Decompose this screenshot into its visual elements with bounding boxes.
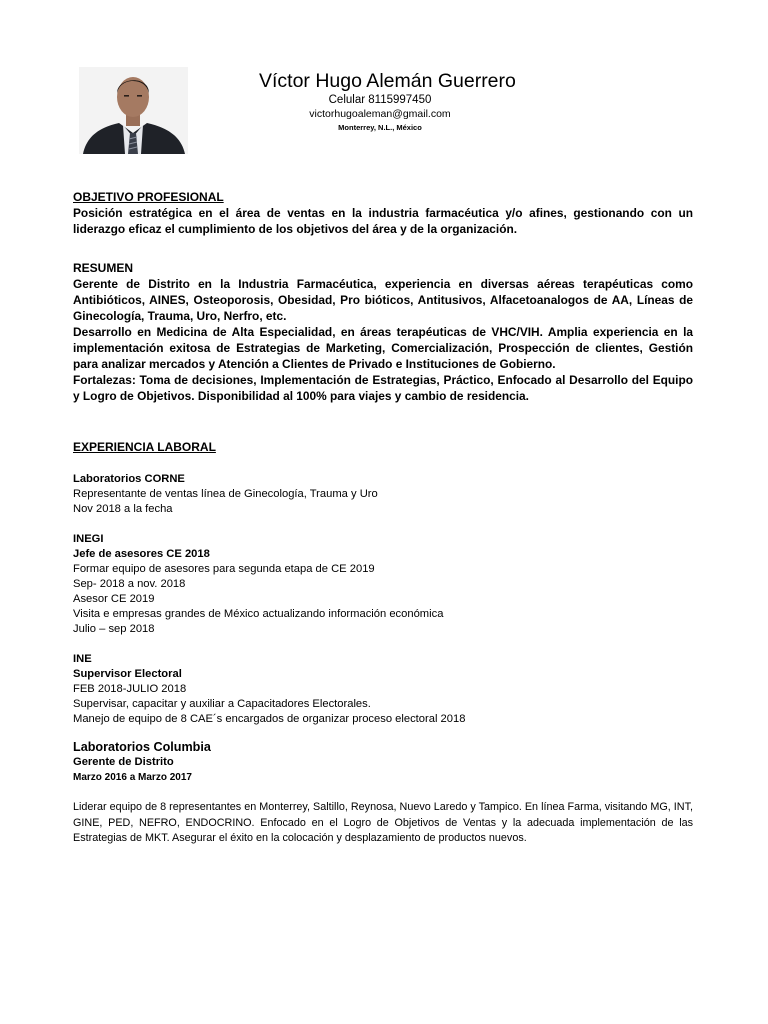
experiencia-heading: EXPERIENCIA LABORAL [73,440,216,454]
phone-text: Celular 8115997450 [328,94,432,106]
job-description: Supervisar, capacitar y auxiliar a Capacitadores Electorales. [73,698,371,710]
job-dates: Marzo 2016 a Marzo 2017 [73,772,192,783]
job-inegi [73,532,693,637]
job-ine [73,652,693,727]
job-corne [73,472,693,517]
job-role: Asesor CE 2019 [73,593,155,605]
resumen-heading: RESUMEN [73,261,134,275]
resumen-section [73,261,693,404]
location-text: Monterrey, N.L., México [338,123,422,132]
job-role: Gerente de Distrito [73,756,174,768]
objetivo-text: Posición estratégica en el área de ventas en la industria farmacéutica y/o afines, gestionando con un liderazgo eficaz el cumplimiento de los objetivos del área y de la organización. [73,206,693,236]
resumen-paragraph: Desarrollo en Medicina de Alta Especialidad, en áreas terapéuticas de VHC/VIH. Amplia experiencia en la implementación exitosa de Estrategias de Marketing, Comercialización, Prospección de clientes, Gestión para analizar mercados y Atención a Clientes de Privado e Instituciones de Gobierno. [73,325,693,371]
job-description: Liderar equipo de 8 representantes en Monterrey, Saltillo, Reynosa, Nuevo Laredo y Tampico. En línea Farma, visitando MG, INT, GINE, PED, NEFRO, ENDOCRINO. Enfocado en el Logro de Objetivos de Ventas y la adecuada implementación de las Estrategias de MKT. Asegurar el éxito en la colocación y desplazamiento de productos nuevos. [73,801,693,844]
job-role: Supervisor Electoral [73,668,182,680]
job-dates: FEB 2018-JULIO 2018 [73,683,187,695]
job-columbia [73,740,693,785]
contact-block [280,93,480,135]
profile-photo [79,67,188,154]
job-company: Laboratorios Columbia [73,740,211,754]
job-columbia-description [73,800,693,847]
resumen-paragraph: Fortalezas: Toma de decisiones, Implementación de Estrategias, Práctico, Enfocado al Desarrollo del Equipo y Logro de Objetivos. Disponibilidad al 100% para viajes y cambio de residencia. [73,373,693,403]
objetivo-heading: OBJETIVO PROFESIONAL [73,190,224,204]
job-company: INEGI [73,533,104,545]
job-role: Representante de ventas línea de Ginecología, Trauma y Uro [73,488,378,500]
job-dates: Nov 2018 a la fecha [73,503,173,515]
job-description: Visita e empresas grandes de México actualizando información económica [73,608,444,620]
resumen-paragraph: Gerente de Distrito en la Industria Farmacéutica, experiencia en diversas aéreas terapéuticas como Antibióticos, AINES, Osteoporosis, Obesidad, Pro bióticos, Antitusivos, Alfacetoanalogos de AA, Líneas de Ginecología, Trauma, Uro, Nerfro, etc. [73,277,693,323]
job-description: Formar equipo de asesores para segunda etapa de CE 2019 [73,563,375,575]
job-description: Manejo de equipo de 8 CAE´s encargados de organizar proceso electoral 2018 [73,713,466,725]
objetivo-section [73,190,693,237]
job-company: Laboratorios CORNE [73,473,185,485]
candidate-name: Víctor Hugo Alemán Guerrero [259,70,516,92]
job-dates: Sep- 2018 a nov. 2018 [73,578,186,590]
job-dates: Julio – sep 2018 [73,623,155,635]
person-portrait-icon [79,67,188,154]
email-text: victorhugoaleman@gmail.com [309,108,451,120]
job-role: Jefe de asesores CE 2018 [73,548,210,560]
job-company: INE [73,653,92,665]
experiencia-section [73,440,693,455]
